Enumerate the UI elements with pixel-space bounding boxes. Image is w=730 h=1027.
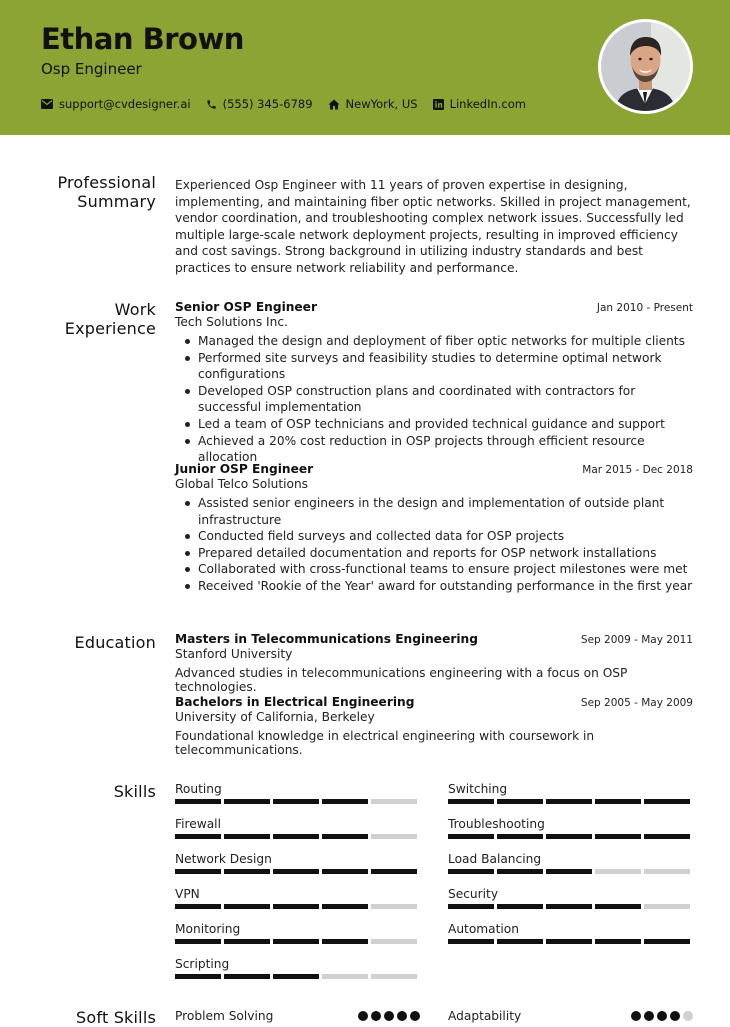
skill-segment-empty: [371, 974, 417, 979]
skill-level-bar: [175, 869, 420, 874]
job-dates: Mar 2015 - Dec 2018: [582, 464, 693, 476]
section-title-education: Education: [74, 633, 156, 652]
skill-segment-filled: [595, 939, 641, 944]
skill-segment-filled: [224, 834, 270, 839]
job-role: Junior OSP Engineer: [175, 462, 314, 476]
skill-level-bar: [448, 939, 693, 944]
skill-segment-filled: [448, 904, 494, 909]
candidate-title: Osp Engineer: [41, 60, 142, 78]
section-title-soft-skills: Soft Skills: [76, 1008, 156, 1027]
skill-segment-filled: [175, 799, 221, 804]
skill-segment-filled: [273, 834, 319, 839]
list-item: Performed site surveys and feasibility studies to determine optimal network configurations: [175, 350, 693, 383]
job-role: Senior OSP Engineer: [175, 300, 317, 314]
edu-degree: Masters in Telecommunications Engineering: [175, 632, 478, 646]
skill-segment-filled: [322, 869, 368, 874]
rating-dot-filled: [358, 1011, 368, 1021]
skill-segment-filled: [546, 904, 592, 909]
skill-segment-filled: [497, 799, 543, 804]
skill-segment-filled: [497, 834, 543, 839]
skill-segment-filled: [497, 904, 543, 909]
job-company: Global Telco Solutions: [175, 477, 309, 491]
skill-segment-filled: [322, 939, 368, 944]
skill-segment-filled: [273, 974, 319, 979]
soft-skill-rating: [628, 1011, 693, 1021]
skill-segment-filled: [273, 869, 319, 874]
skill-level-bar: [448, 799, 693, 804]
skill-segment-filled: [497, 939, 543, 944]
skill-segment-filled: [644, 799, 690, 804]
skill-segment-empty: [371, 904, 417, 909]
contact-email[interactable]: [41, 97, 191, 111]
list-item: Led a team of OSP technicians and provided technical guidance and support: [175, 416, 693, 433]
skill-segment-filled: [546, 939, 592, 944]
skill-name: VPN: [175, 887, 200, 901]
rating-dot-filled: [410, 1011, 420, 1021]
location-text: NewYork, US: [345, 97, 418, 111]
skill-level-bar: [448, 869, 693, 874]
edu-school: University of California, Berkeley: [175, 710, 375, 724]
profile-photo: [598, 19, 693, 114]
skill-name: Monitoring: [175, 922, 241, 936]
job-entry: [175, 300, 693, 466]
skill-item: [175, 957, 420, 979]
skill-segment-filled: [546, 869, 592, 874]
skill-segment-filled: [448, 799, 494, 804]
job-bullets: [175, 333, 693, 466]
skill-segment-filled: [644, 834, 690, 839]
soft-skill-item: [448, 1009, 693, 1023]
skill-segment-filled: [273, 939, 319, 944]
skill-name: Troubleshooting: [448, 817, 545, 831]
summary-text: Experienced Osp Engineer with 11 years of proven expertise in designing, implementing, and maintaining fiber optic networks. Skilled in project management, vendor coordination, and troubleshooting complex network issues. Successfully led multiple large-scale network deployment projects, resulting in improved efficiency and cost savings. Strong background in utilizing industry standards and best practices to ensure network reliability and performance.: [175, 178, 691, 275]
skill-segment-filled: [224, 939, 270, 944]
skill-level-bar: [448, 834, 693, 839]
skill-segment-empty: [371, 799, 417, 804]
section-title-experience: Work Experience: [64, 300, 156, 338]
rating-dot-filled: [670, 1011, 680, 1021]
rating-dot-filled: [371, 1011, 381, 1021]
skill-segment-empty: [371, 834, 417, 839]
list-item: Conducted field surveys and collected data for OSP projects: [175, 528, 693, 545]
skill-item: [175, 887, 420, 909]
soft-skill-name: Problem Solving: [175, 1009, 274, 1023]
job-dates: Jan 2010 - Present: [596, 302, 693, 314]
edu-description: Advanced studies in telecommunications engineering with a focus on OSP technologies.: [175, 666, 628, 694]
list-item: Assisted senior engineers in the design and implementation of outside plant infrastructure: [175, 495, 693, 528]
linkedin-icon: [433, 99, 444, 110]
list-item: Collaborated with cross-functional teams to ensure project milestones were met: [175, 561, 693, 578]
skill-item: [175, 817, 420, 839]
edu-description: Foundational knowledge in electrical engineering with coursework in telecommunications.: [175, 729, 595, 757]
skill-segment-filled: [448, 834, 494, 839]
rating-dot-filled: [644, 1011, 654, 1021]
rating-dot-filled: [631, 1011, 641, 1021]
skill-segment-empty: [322, 974, 368, 979]
skill-item: [448, 817, 693, 839]
skill-segment-filled: [448, 869, 494, 874]
edu-degree: Bachelors in Electrical Engineering: [175, 695, 415, 709]
skill-item: [448, 782, 693, 804]
skill-item: [448, 852, 693, 874]
skill-name: Automation: [448, 922, 519, 936]
skill-segment-filled: [224, 974, 270, 979]
skill-segment-filled: [322, 834, 368, 839]
rating-dot-filled: [384, 1011, 394, 1021]
skill-segment-filled: [371, 869, 417, 874]
skill-segment-filled: [175, 974, 221, 979]
skill-item: [448, 887, 693, 909]
phone-icon: [206, 99, 217, 110]
avatar: [601, 22, 690, 111]
rating-dot-filled: [657, 1011, 667, 1021]
list-item: Prepared detailed documentation and reports for OSP network installations: [175, 545, 693, 562]
soft-skill-rating: [355, 1011, 420, 1021]
resume-header: [0, 0, 730, 135]
section-title-summary: Professional Summary: [57, 173, 156, 211]
skill-segment-empty: [371, 939, 417, 944]
skill-segment-filled: [224, 869, 270, 874]
edu-dates: Sep 2009 - May 2011: [580, 634, 693, 646]
skill-level-bar: [175, 799, 420, 804]
job-bullets: [175, 495, 693, 595]
skill-segment-filled: [448, 939, 494, 944]
skill-segment-filled: [175, 869, 221, 874]
skill-segment-filled: [175, 834, 221, 839]
skill-level-bar: [175, 974, 420, 979]
list-item: Managed the design and deployment of fiber optic networks for multiple clients: [175, 333, 693, 350]
skill-segment-filled: [546, 834, 592, 839]
skill-level-bar: [448, 904, 693, 909]
skill-item: [175, 852, 420, 874]
envelope-icon: [41, 99, 53, 109]
job-entry: [175, 462, 693, 595]
skill-segment-filled: [322, 799, 368, 804]
email-text: support@cvdesigner.ai: [59, 97, 191, 111]
skill-segment-filled: [175, 939, 221, 944]
skill-item: [175, 782, 420, 804]
skill-segment-empty: [644, 869, 690, 874]
rating-dot-empty: [683, 1011, 693, 1021]
list-item: Developed OSP construction plans and coordinated with contractors for successful implementation: [175, 383, 693, 416]
skill-level-bar: [175, 904, 420, 909]
skill-segment-filled: [273, 799, 319, 804]
skill-segment-filled: [595, 834, 641, 839]
contact-phone[interactable]: [206, 97, 313, 111]
skill-name: Security: [448, 887, 499, 901]
rating-dot-filled: [397, 1011, 407, 1021]
skill-segment-empty: [644, 904, 690, 909]
contact-location: [328, 97, 418, 111]
job-company: Tech Solutions Inc.: [175, 315, 288, 329]
contact-linkedin[interactable]: [433, 97, 526, 111]
edu-dates: Sep 2005 - May 2009: [580, 697, 693, 709]
skill-level-bar: [175, 939, 420, 944]
skill-segment-filled: [224, 904, 270, 909]
skill-name: Scripting: [175, 957, 230, 971]
skill-name: Network Design: [175, 852, 272, 866]
edu-school: Stanford University: [175, 647, 293, 661]
skill-segment-filled: [595, 799, 641, 804]
skill-segment-empty: [595, 869, 641, 874]
skill-segment-filled: [546, 799, 592, 804]
skill-level-bar: [175, 834, 420, 839]
contact-bar: [41, 97, 541, 111]
skill-item: [448, 922, 693, 944]
skill-segment-filled: [595, 904, 641, 909]
skill-segment-filled: [497, 869, 543, 874]
candidate-name: Ethan Brown: [41, 22, 244, 56]
education-entry: [175, 695, 693, 757]
soft-skill-item: [175, 1009, 420, 1023]
skill-segment-filled: [322, 904, 368, 909]
skill-name: Firewall: [175, 817, 221, 831]
skill-segment-filled: [175, 904, 221, 909]
list-item: Achieved a 20% cost reduction in OSP projects through efficient resource allocation: [175, 433, 693, 466]
phone-text: (555) 345-6789: [222, 97, 313, 111]
linkedin-text: LinkedIn.com: [449, 97, 526, 111]
skill-segment-filled: [224, 799, 270, 804]
list-item: Received 'Rookie of the Year' award for outstanding performance in the first year: [175, 578, 693, 595]
soft-skill-name: Adaptability: [448, 1009, 522, 1023]
section-title-skills: Skills: [113, 782, 156, 801]
skill-name: Switching: [448, 782, 508, 796]
education-entry: [175, 632, 693, 694]
skill-segment-filled: [273, 904, 319, 909]
skill-item: [175, 922, 420, 944]
skill-name: Load Balancing: [448, 852, 542, 866]
skill-name: Routing: [175, 782, 222, 796]
home-icon: [328, 99, 340, 110]
skill-segment-filled: [644, 939, 690, 944]
